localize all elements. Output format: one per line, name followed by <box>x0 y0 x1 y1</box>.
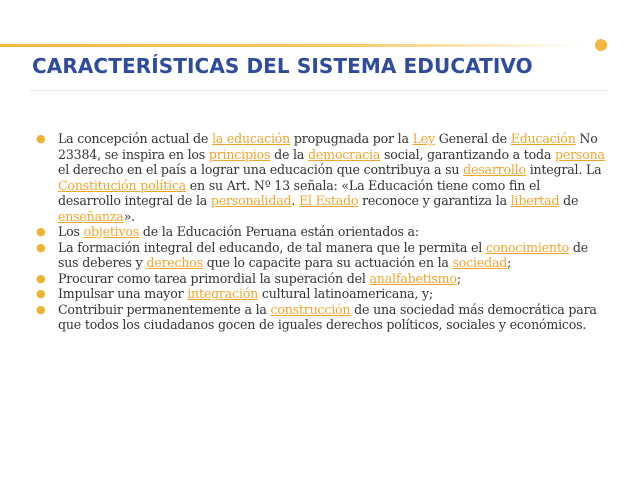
bullet-text: Procurar como tarea primordial la superación del <box>58 270 370 286</box>
inline-link[interactable]: El Estado <box>299 193 359 208</box>
decorative-top-line <box>0 44 580 47</box>
bullet-item <box>36 131 606 224</box>
inline-link[interactable]: Constitución política <box>58 177 186 193</box>
bullet-text: social, garantizando a toda <box>380 146 555 162</box>
bullet-item <box>36 286 606 302</box>
inline-link[interactable]: conocimiento <box>485 239 570 255</box>
bullet-dot-icon: ● <box>36 240 46 254</box>
inline-link[interactable]: democracia <box>307 146 381 162</box>
bullet-item <box>36 302 606 333</box>
slide-body <box>36 131 606 333</box>
bullet-text: Contribuir permanentemente a la <box>58 301 271 317</box>
inline-link[interactable]: libertad <box>510 193 560 208</box>
bullet-item <box>36 240 606 271</box>
inline-link[interactable]: personalidad <box>210 193 292 208</box>
inline-link[interactable]: Educación <box>510 131 576 146</box>
bullet-dot-icon: ● <box>36 287 46 300</box>
bullet-text: en su Art. Nº 13 señala: «La Educación tiene como fin el desarrollo integral de la <box>58 177 541 208</box>
inline-link[interactable]: persona <box>555 146 605 162</box>
bullet-text: propugnada por la <box>290 131 413 146</box>
inline-link[interactable]: Ley <box>412 131 435 146</box>
title-divider <box>30 90 608 91</box>
slide-title: CARACTERÍSTICAS DEL SISTEMA EDUCATIVO <box>32 54 533 78</box>
bullet-text: ». <box>123 208 135 224</box>
bullet-text: de la <box>270 146 308 162</box>
bullet-text: Los <box>58 224 84 239</box>
inline-link[interactable]: derechos <box>146 255 203 270</box>
decorative-dot <box>595 39 607 51</box>
bullet-dot-icon: ● <box>36 132 46 145</box>
bullet-item <box>36 271 606 287</box>
bullet-text: integral. La <box>525 162 602 177</box>
bullet-text: el derecho en el país a lograr una educación que contribuya a su <box>58 162 464 177</box>
bullet-text: La concepción actual de <box>58 131 212 146</box>
bullet-item <box>36 224 606 240</box>
bullet-text: ; <box>456 270 461 286</box>
bullet-text: de sus deberes y <box>58 239 588 270</box>
bullet-text: de una sociedad más democrática para que todos los ciudadanos gocen de iguales derechos políticos, sociales y económicos. <box>58 301 597 332</box>
bullet-list <box>36 131 606 333</box>
bullet-text: de <box>559 193 579 208</box>
bullet-dot-icon: ● <box>36 302 46 316</box>
inline-link[interactable]: sociedad <box>452 255 508 270</box>
bullet-text: Impulsar una mayor <box>58 286 188 301</box>
inline-link[interactable]: enseñanza <box>58 208 124 224</box>
bullet-text: No 23384, se inspira en los <box>58 131 598 162</box>
inline-link[interactable]: analfabetismo <box>369 270 457 286</box>
bullet-text: reconoce y garantiza la <box>358 193 511 208</box>
bullet-text: General de <box>434 131 511 146</box>
inline-link[interactable]: principios <box>208 146 271 162</box>
bullet-dot-icon: ● <box>36 271 46 285</box>
bullet-text: . <box>291 193 299 208</box>
bullet-text: de la Educación Peruana están orientados a: <box>139 224 419 239</box>
bullet-text: La formación integral del educando, de tal manera que le permita el <box>58 239 486 255</box>
inline-link[interactable]: construcción <box>270 301 351 317</box>
bullet-text: ; <box>507 255 512 270</box>
inline-link[interactable]: la educación <box>211 131 291 146</box>
inline-link[interactable]: desarrollo <box>463 162 526 177</box>
bullet-text: que lo capacite para su actuación en la <box>202 255 453 270</box>
bullet-text: cultural latinoamericana, y; <box>258 286 433 301</box>
bullet-dot-icon: ● <box>36 225 46 238</box>
inline-link[interactable]: integración <box>187 286 259 301</box>
inline-link[interactable]: objetivos <box>83 224 140 239</box>
